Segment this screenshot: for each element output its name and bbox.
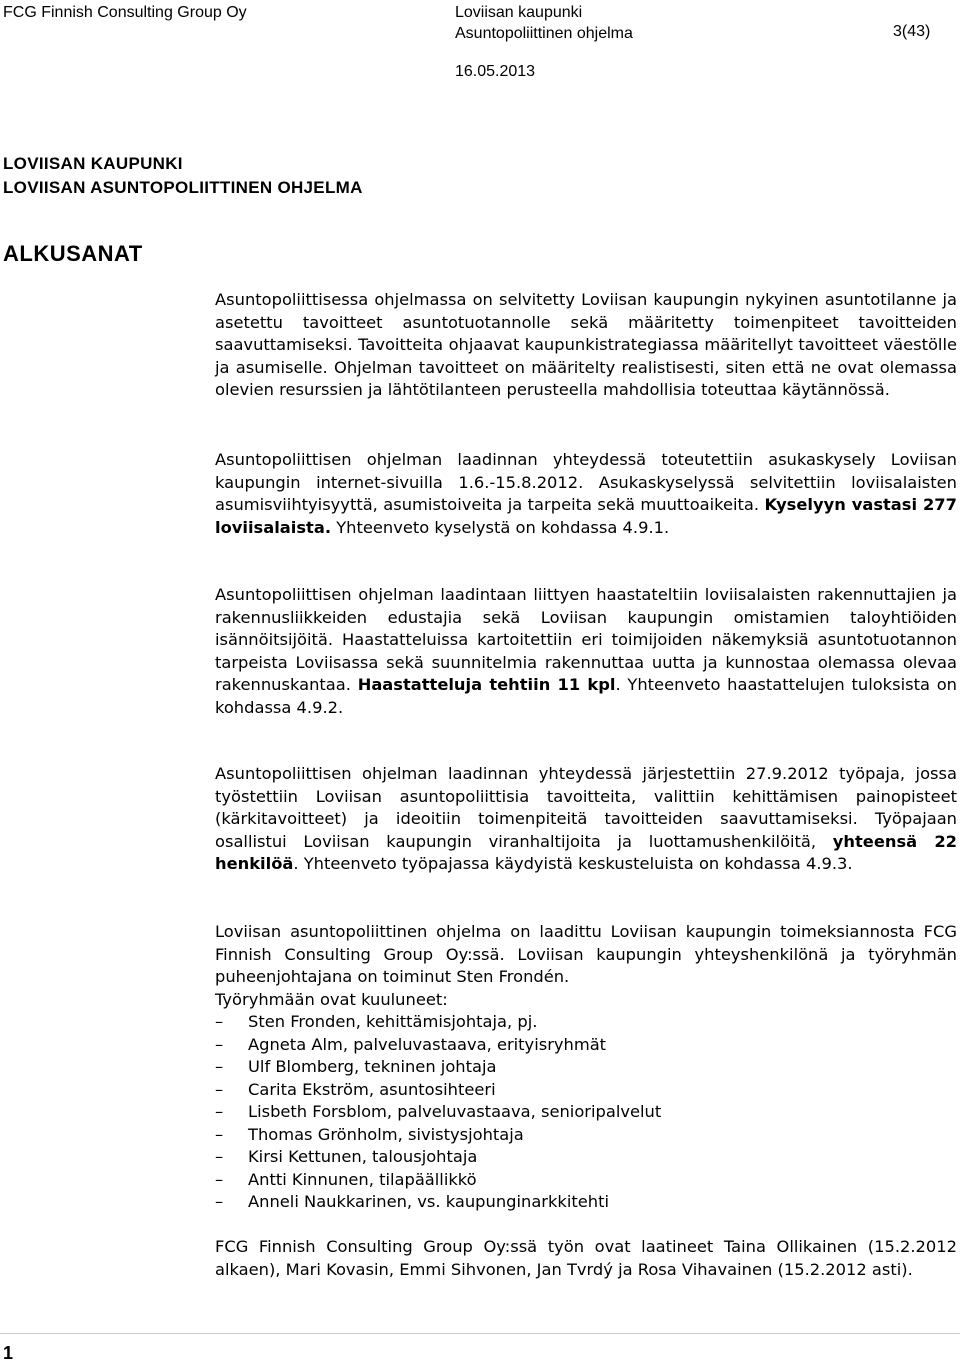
paragraph-6-text: FCG Finnish Consulting Group Oy:ssä työn ovat laatineet Taina Ollikainen (15.2.2012 alkaen), Mari Kovasin, Emmi Sihvonen, Jan Tvrdý ja Rosa Vihavainen (15.2.2012 asti). bbox=[215, 1237, 957, 1279]
header-info bbox=[455, 2, 633, 44]
dash-icon: – bbox=[215, 1034, 224, 1054]
dash-icon: – bbox=[215, 1102, 224, 1121]
members-list bbox=[215, 1011, 957, 1214]
list-item: – Thomas Grönholm, sivistysjohtaja bbox=[215, 1124, 957, 1147]
paragraph-6 bbox=[215, 1236, 957, 1281]
dash-icon: – bbox=[215, 1169, 224, 1189]
list-item: – Ulf Blomberg, tekninen johtaja bbox=[215, 1056, 957, 1079]
list-item: – Antti Kinnunen, tilapäällikkö bbox=[215, 1169, 957, 1192]
dash-icon: – bbox=[215, 1012, 224, 1031]
page-divider bbox=[0, 1333, 960, 1334]
paragraph-5 bbox=[215, 921, 957, 1214]
dash-icon: – bbox=[215, 1124, 224, 1144]
dash-icon: – bbox=[215, 1057, 224, 1076]
paragraph-3-text bbox=[215, 584, 957, 719]
p2-text-a: Asuntopoliittisen ohjelman laadinnan yhteydessä toteutettiin asukaskysely Loviisan kaupungin internet-sivuilla 1.6.-15.8.2012. Asukaskyselyssä selvitettiin loviisalaisten asumisviihtyisyyttä, asumistoiveita ja tarpeita sekä muuttoaikeita. bbox=[215, 450, 957, 514]
dash-icon: – bbox=[215, 1079, 224, 1099]
page-number: 3(43) bbox=[893, 23, 931, 40]
header-company: FCG Finnish Consulting Group Oy bbox=[3, 4, 247, 21]
footer-number: 1 bbox=[3, 1343, 14, 1363]
p4-text-b: . Yhteenveto työpajassa käydyistä keskusteluista on kohdassa 4.9.3. bbox=[293, 854, 853, 873]
paragraph-2-text bbox=[215, 449, 957, 539]
dash-icon: – bbox=[215, 1192, 224, 1211]
p3-text-a: Asuntopoliittisen ohjelman laadintaan liittyen haastateltiin loviisalaisten rakennuttajien ja rakennusliikkeiden edustajia sekä Loviisan kaupungin omistamien taloyhtiöiden isännöitsijöitä. Haastatteluissa kartoitettiin eri toimijoiden näkemyksiä asuntotuotannon tarpeista Loviisassa sekä suunnitelmia rakennuttaa uutta ja kunnostaa olemassa olevaa rakennuskantaa. bbox=[215, 585, 957, 694]
p2-bold: Kyselyyn vastasi 277 loviisalaista. bbox=[215, 495, 957, 537]
p3-text-b: . Yhteenveto haastattelujen tuloksista on kohdassa 4.9.2. bbox=[215, 675, 957, 717]
list-item: – Carita Ekström, asuntosihteeri bbox=[215, 1079, 957, 1102]
title-line-2: LOVIISAN ASUNTOPOLIITTINEN OHJELMA bbox=[3, 178, 363, 197]
header-program: Asuntopoliittinen ohjelma bbox=[455, 25, 633, 42]
list-item: – Sten Fronden, kehittämisjohtaja, pj. bbox=[215, 1011, 957, 1034]
list-item: – Agneta Alm, palveluvastaava, erityisryhmät bbox=[215, 1034, 957, 1057]
paragraph-5-text: Loviisan asuntopoliittinen ohjelma on laadittu Loviisan kaupungin toimeksiannosta FCG Finnish Consulting Group Oy:ssä. Loviisan kaupungin yhteyshenkilönä ja työryhmän puheenjohtajana on toiminut Sten Frondén. bbox=[215, 922, 957, 986]
list-item: – Kirsi Kettunen, talousjohtaja bbox=[215, 1146, 957, 1169]
paragraph-4-text bbox=[215, 763, 957, 876]
list-item: – Anneli Naukkarinen, vs. kaupunginarkkitehti bbox=[215, 1191, 957, 1214]
paragraph-4 bbox=[215, 763, 957, 876]
p2-text-b: Yhteenveto kyselystä on kohdassa 4.9.1. bbox=[336, 517, 670, 537]
section-heading: ALKUSANAT bbox=[3, 241, 143, 266]
paragraph-2 bbox=[215, 449, 957, 539]
document-title bbox=[3, 152, 363, 200]
header-date: 16.05.2013 bbox=[455, 63, 536, 80]
header-city: Loviisan kaupunki bbox=[455, 4, 583, 21]
p4-text-a: Asuntopoliittisen ohjelman laadinnan yhteydessä järjestettiin 27.9.2012 työpaja, jossa työstettiin Loviisan asuntopoliittisia tavoitteita, valittiin kehittämisen painopisteet (kärkitavoitteet) ja ideoitiin toimenpiteitä tavoitteiden saavuttamiseksi. Työpajaan osallistui Loviisan kaupungin viranhaltijoita ja luottamushenkilöitä, bbox=[215, 764, 957, 851]
paragraph-1-text: Asuntopoliittisessa ohjelmassa on selvitetty Loviisan kaupungin nykyinen asuntotilanne ja asetettu tavoitteet asuntotuotannolle sekä määritetty toimenpiteet tavoitteiden saavuttamiseksi. Tavoitteita ohjaavat kaupunkistrategiassa määritellyt tavoitteet väestölle ja asumiselle. Ohjelman tavoitteet on määritelty realistisesti, siten että ne ovat olemassa olevien resurssien ja lähtötilanteen perusteella mahdollisia toteuttaa käytännössä. bbox=[215, 290, 957, 399]
p4-bold: yhteensä 22 henkilöä bbox=[215, 831, 957, 873]
p3-bold: Haastatteluja tehtiin 11 kpl bbox=[357, 675, 616, 694]
list-item: – Lisbeth Forsblom, palveluvastaava, senioripalvelut bbox=[215, 1101, 957, 1124]
paragraph-1 bbox=[215, 289, 957, 402]
dash-icon: – bbox=[215, 1147, 224, 1166]
paragraph-3 bbox=[215, 584, 957, 719]
members-intro: Työryhmään ovat kuuluneet: bbox=[215, 989, 448, 1009]
title-line-1: LOVIISAN KAUPUNKI bbox=[3, 154, 183, 173]
